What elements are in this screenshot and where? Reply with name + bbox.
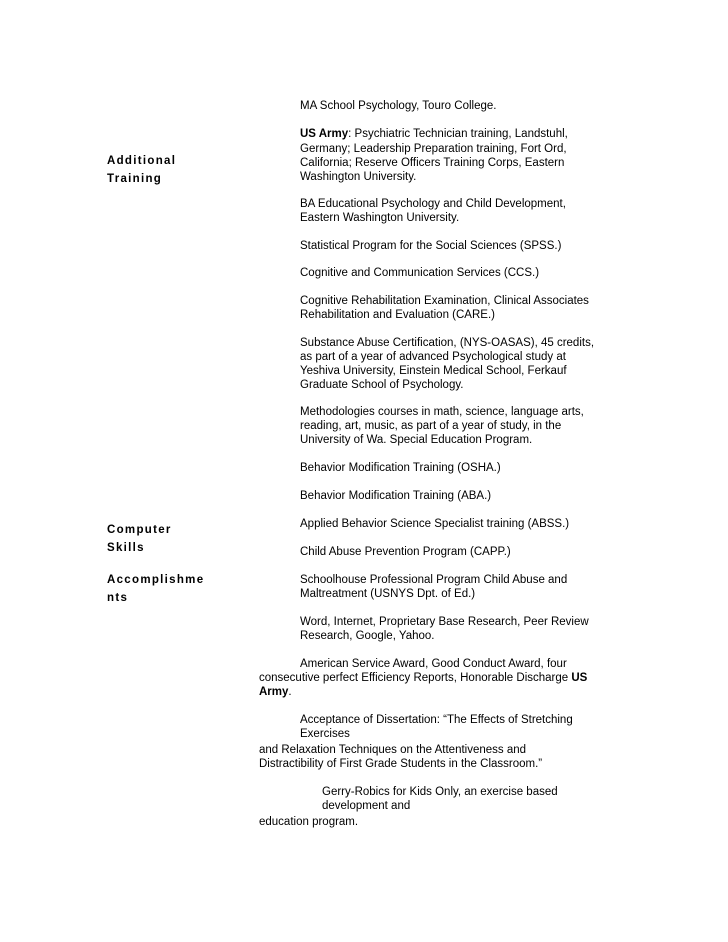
training-osha: Behavior Modification Training (OSHA.)	[300, 462, 501, 474]
training-oasas-line4: Graduate School of Psychology.	[300, 379, 464, 391]
training-usnys-line2: Maltreatment (USNYS Dpt. of Ed.)	[300, 588, 476, 600]
training-aba: Behavior Modification Training (ABA.)	[300, 490, 492, 502]
training-usnys-line1: Schoolhouse Professional Program Child Abuse and	[300, 574, 568, 586]
award-line1: American Service Award, Good Conduct Award, four	[300, 658, 567, 670]
training-army-line3: California; Reserve Officers Training Corps, Eastern	[300, 157, 565, 169]
heading-computer-skills-line1: Computer	[107, 524, 172, 536]
computer-skills-line1: Word, Internet, Proprietary Base Research, Peer Review	[300, 616, 589, 628]
award-line2	[259, 671, 587, 686]
heading-additional-training-line1: Additional	[107, 155, 177, 167]
training-ccs: Cognitive and Communication Services (CCS.)	[300, 267, 540, 279]
army-bold: US Army	[300, 128, 349, 140]
training-care-line1: Cognitive Rehabilitation Examination, Clinical Associates	[300, 295, 589, 307]
award-line2-text: consecutive perfect Efficiency Reports, Honorable Discharge	[259, 672, 572, 684]
gerry-robics-line3: education program.	[259, 816, 359, 828]
gerry-robics-line2: development and	[322, 800, 411, 812]
award-line2-bold: US	[571, 672, 588, 684]
training-abss: Applied Behavior Science Specialist training (ABSS.)	[300, 518, 570, 530]
dissertation-line2: Exercises	[300, 728, 350, 740]
army-text: : Psychiatric Technician training, Landstuhl,	[348, 128, 568, 140]
heading-additional-training-line2: Training	[107, 173, 163, 185]
computer-skills-line2: Research, Google, Yahoo.	[300, 630, 435, 642]
award-line3-text: .	[288, 686, 292, 698]
award-line3-bold: Army	[259, 686, 289, 698]
training-ma: MA School Psychology, Touro College.	[300, 100, 497, 112]
heading-accomplishments-line1: Accomplishme	[107, 574, 205, 586]
training-ba-line2: Eastern Washington University.	[300, 212, 460, 224]
dissertation-line3: and Relaxation Techniques on the Attentiveness and	[259, 744, 527, 756]
training-army-line2: Germany; Leadership Preparation training, Fort Ord,	[300, 143, 567, 155]
training-army-line4: Washington University.	[300, 171, 417, 183]
training-methodologies-line3: University of Wa. Special Education Program.	[300, 434, 533, 446]
gerry-robics-line1: Gerry-Robics for Kids Only, an exercise based	[322, 786, 558, 798]
award-line3	[259, 685, 292, 700]
training-oasas-line3: Yeshiva University, Einstein Medical School, Ferkauf	[300, 365, 567, 377]
dissertation-line4: Distractibility of First Grade Students in the Classroom.”	[259, 758, 543, 770]
training-capp: Child Abuse Prevention Program (CAPP.)	[300, 546, 511, 558]
training-methodologies-line2: reading, art, music, as part of a year of study, in the	[300, 420, 562, 432]
heading-accomplishments-line2: nts	[107, 592, 129, 604]
training-spss: Statistical Program for the Social Sciences (SPSS.)	[300, 240, 562, 252]
dissertation-line1: Acceptance of Dissertation: “The Effects of Stretching	[300, 714, 573, 726]
heading-computer-skills-line2: Skills	[107, 542, 145, 554]
training-care-line2: Rehabilitation and Evaluation (CARE.)	[300, 309, 495, 321]
training-army-line1	[300, 127, 568, 142]
training-ba-line1: BA Educational Psychology and Child Development,	[300, 198, 566, 210]
training-oasas-line2: as part of a year of advanced Psychological study at	[300, 351, 566, 363]
training-methodologies-line1: Methodologies courses in math, science, language arts,	[300, 406, 584, 418]
training-oasas-line1: Substance Abuse Certification, (NYS-OASAS), 45 credits,	[300, 337, 595, 349]
